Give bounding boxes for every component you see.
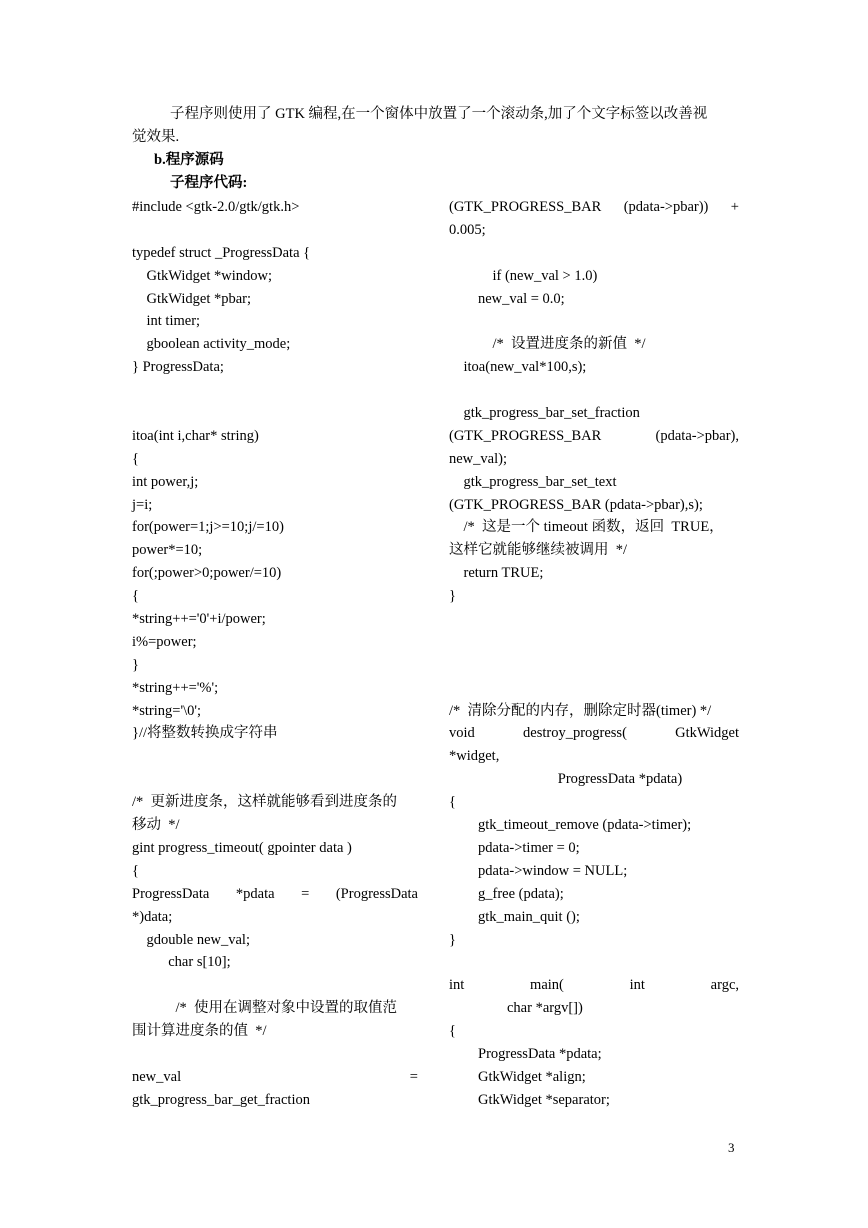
code-left-line: gdouble new_val;	[132, 931, 250, 948]
code-left-line: }	[132, 656, 139, 673]
code-right-line: g_free (pdata);	[449, 885, 564, 902]
code-right-line: gtk_progress_bar_set_text	[449, 473, 617, 490]
code-right-line: gtk_progress_bar_set_fraction	[449, 405, 640, 422]
intro-paragraph-line-1: 子程序则使用了 GTK 编程,在一个窗体中放置了一个滚动条,加了个文字标签以改善视	[170, 106, 708, 122]
code-left-line: }//将整数转换成字符串	[132, 725, 278, 742]
code-left-line: GtkWidget *pbar;	[132, 290, 252, 307]
code-right-line	[449, 951, 739, 974]
code-right-line	[449, 631, 739, 654]
code-right-line: void destroy_progress( GtkWidget	[449, 725, 739, 742]
code-right-line	[449, 379, 739, 402]
code-column-right	[449, 196, 739, 1112]
code-left-line: 移动 */	[132, 817, 180, 834]
code-left-line: power*=10;	[132, 542, 203, 559]
code-left-line: } ProgressData;	[132, 359, 224, 376]
code-right-line: }	[449, 588, 456, 605]
code-left-line: new_val =	[132, 1068, 418, 1085]
code-right-line: itoa(new_val*100,s);	[449, 359, 587, 376]
code-left-line	[132, 974, 418, 997]
code-left-line	[132, 402, 418, 425]
code-right-line: GtkWidget *align;	[449, 1068, 586, 1085]
code-right-line: {	[449, 1023, 456, 1040]
code-right-line: gtk_timeout_remove (pdata->timer);	[449, 817, 692, 834]
code-right-line: gtk_main_quit ();	[449, 908, 580, 925]
code-left-line: gboolean activity_mode;	[132, 336, 291, 353]
code-right-line: /* 设置进度条的新值 */	[449, 336, 646, 353]
code-left-line: gint progress_timeout( gpointer data )	[132, 839, 352, 856]
code-left-line: i%=power;	[132, 633, 197, 650]
code-left-line: 围计算进度条的值 */	[132, 1023, 267, 1040]
code-right-line: char *argv[])	[449, 1000, 583, 1017]
code-left-line: typedef struct _ProgressData {	[132, 244, 311, 261]
code-right-line	[449, 242, 739, 265]
code-left-line	[132, 379, 418, 402]
code-left-line	[132, 219, 418, 242]
code-left-line: {	[132, 588, 139, 605]
code-left-line: for(power=1;j>=10;j/=10)	[132, 519, 284, 536]
code-right-line: {	[449, 794, 456, 811]
code-right-line	[449, 310, 739, 333]
code-right-line: *widget,	[449, 748, 500, 765]
code-right-line	[449, 608, 739, 631]
code-left-line: #include <gtk-2.0/gtk/gtk.h>	[132, 199, 300, 215]
code-right-line: (GTK_PROGRESS_BAR (pdata->pbar)) +	[449, 199, 739, 215]
code-right-line: return TRUE;	[449, 565, 544, 582]
code-right-line: 这样它就能够继续被调用 */	[449, 542, 628, 559]
code-left-line: *string++='0'+i/power;	[132, 611, 266, 628]
page-number: 3	[728, 1140, 735, 1155]
code-right-line: int main( int argc,	[449, 977, 739, 994]
code-left-line: j=i;	[132, 496, 153, 513]
code-right-line: /* 清除分配的内存，删除定时器(timer) */	[449, 702, 712, 719]
code-left-line: gtk_progress_bar_get_fraction	[132, 1091, 310, 1108]
code-right-line: }	[449, 931, 456, 948]
heading-source: b.程序源码	[154, 152, 224, 168]
code-right-line: pdata->timer = 0;	[449, 839, 580, 856]
code-left-line: *)data;	[132, 908, 173, 925]
code-left-line	[132, 1043, 418, 1066]
code-column-left	[132, 196, 418, 1112]
code-right-line: 0.005;	[449, 221, 486, 238]
heading-child-code: 子程序代码:	[170, 175, 248, 191]
code-right-line: (GTK_PROGRESS_BAR (pdata->pbar),s);	[449, 496, 703, 513]
intro-section	[132, 103, 742, 195]
code-right-line: pdata->window = NULL;	[449, 862, 628, 879]
code-right-line: (GTK_PROGRESS_BAR (pdata->pbar),	[449, 427, 739, 444]
code-left-line	[132, 745, 418, 768]
code-left-line: char s[10];	[132, 954, 231, 971]
code-left-line: /* 使用在调整对象中设置的取值范	[132, 1000, 398, 1017]
code-right-line: GtkWidget *separator;	[449, 1091, 610, 1108]
code-left-line: itoa(int i,char* string)	[132, 427, 259, 444]
intro-paragraph	[132, 103, 742, 149]
code-left-line: int timer;	[132, 313, 201, 330]
code-right-line: ProgressData *pdata;	[449, 1045, 602, 1062]
code-right-line: ProgressData *pdata)	[449, 771, 683, 788]
code-right-line: new_val = 0.0;	[449, 290, 565, 307]
code-right-line: if (new_val > 1.0)	[449, 267, 598, 284]
code-left-line: GtkWidget *window;	[132, 267, 272, 284]
code-right-line: new_val);	[449, 450, 507, 467]
code-right-line: /* 这是一个 timeout 函数，返回 TRUE，	[449, 519, 724, 536]
code-left-line: *string='\0';	[132, 702, 201, 719]
code-left-line: ProgressData *pdata = (ProgressData	[132, 885, 418, 902]
code-left-line	[132, 768, 418, 791]
code-right-line	[449, 677, 739, 700]
code-left-line: /* 更新进度条，这样就能够看到进度条的	[132, 794, 398, 811]
code-left-line: int power,j;	[132, 473, 199, 490]
code-left-line: *string++='%';	[132, 679, 219, 696]
intro-paragraph-line-2: 觉效果.	[132, 129, 180, 145]
code-left-line: for(;power>0;power/=10)	[132, 565, 282, 582]
code-left-line: {	[132, 450, 139, 467]
code-right-line	[449, 654, 739, 677]
code-left-line: {	[132, 862, 139, 879]
